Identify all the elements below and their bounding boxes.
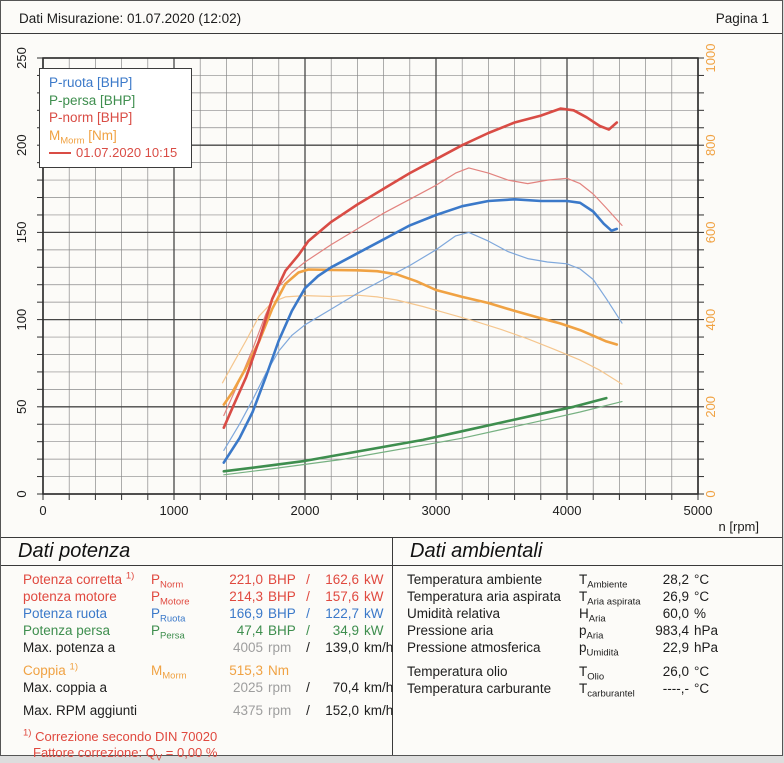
row-unit-1: Nm (268, 663, 289, 678)
row-symbol: $P_{Ruota}$ (151, 606, 186, 625)
row-value-1: 214,3 (229, 589, 263, 604)
power-data-section (1, 538, 394, 763)
row-unit-1: rpm (268, 703, 292, 718)
curve-P-ruota-run2 (224, 232, 622, 450)
svg-text:50: 50 (14, 399, 29, 415)
row-value: 22,9 (662, 640, 689, 655)
row-symbol: $T_{carburantel}$ (579, 681, 635, 700)
row-unit-1: rpm (268, 640, 292, 655)
row-unit-2: km/h (364, 640, 394, 655)
legend-entry: P-persa [BHP] (49, 92, 136, 108)
correction-footnote (1, 727, 392, 763)
svg-text:0: 0 (14, 490, 29, 498)
row-slash: / (306, 640, 310, 655)
row-unit: °C (694, 572, 710, 587)
legend-run-entry (49, 144, 187, 162)
row-value-2: 70,4 (332, 680, 359, 695)
row-unit-2: kW (364, 572, 384, 587)
row-value-2: 122,7 (325, 606, 359, 621)
row-value-2: 139,0 (325, 640, 359, 655)
row-value: 26,9 (662, 589, 689, 604)
row-value-2: 162,6 (325, 572, 359, 587)
measurement-title: Dati Misurazione: 01.07.2020 (12:02) (19, 10, 242, 26)
svg-text:4000: 4000 (552, 503, 582, 518)
row-unit-2: kW (364, 589, 384, 604)
legend-line-sample (49, 152, 71, 154)
svg-text:200: 200 (703, 395, 718, 418)
row-value-1: 166,9 (229, 606, 263, 621)
row-symbol: $p_{Umidità}$ (579, 640, 619, 659)
ambient-table-row (393, 664, 782, 681)
row-symbol: $P_{Motore}$ (151, 589, 190, 608)
row-unit-2: kW (364, 623, 384, 638)
ambient-table-row (393, 623, 782, 640)
svg-text:800: 800 (703, 134, 718, 157)
row-label: Potenza ruota (23, 606, 108, 621)
row-value-2: 152,0 (325, 703, 359, 718)
row-value: ----,- (662, 681, 689, 696)
svg-text:3000: 3000 (421, 503, 451, 518)
ambient-table-row (393, 589, 782, 606)
ambient-section-title: Dati ambientali (393, 538, 782, 566)
row-unit: hPa (694, 640, 719, 655)
power-table-row (1, 640, 392, 657)
legend-entry: $M_{Morm}$ [Nm] (49, 127, 117, 147)
svg-text:0: 0 (703, 490, 718, 498)
row-label: potenza motore (23, 589, 117, 604)
row-value-2: 157,6 (325, 589, 359, 604)
svg-text:1000: 1000 (703, 43, 718, 73)
row-unit: °C (694, 664, 710, 679)
row-unit: % (694, 606, 707, 621)
row-label: Max. RPM aggiunti (23, 703, 138, 718)
row-label: Temperatura aria aspirata (407, 589, 561, 604)
curve-P-norm-run2 (224, 168, 622, 416)
row-unit-1: BHP (268, 623, 296, 638)
row-unit-1: rpm (268, 680, 292, 695)
row-slash: / (306, 623, 310, 638)
data-tables (1, 537, 782, 763)
row-label: Temperatura ambiente (407, 572, 543, 587)
ambient-table (393, 566, 782, 698)
row-symbol: $T_{Aria aspirata}$ (579, 589, 641, 608)
row-slash: / (306, 589, 310, 604)
row-unit: °C (694, 589, 710, 604)
power-table-row (1, 606, 392, 623)
svg-text:1000: 1000 (159, 503, 189, 518)
row-symbol: $H_{Aria}$ (579, 606, 606, 625)
row-slash: / (306, 703, 310, 718)
svg-text:250: 250 (14, 47, 29, 69)
row-label: Coppia $^{1)}$ (23, 661, 78, 678)
row-label: Potenza corretta $^{1)}$ (23, 570, 135, 587)
svg-text:0: 0 (39, 503, 47, 518)
row-value: 983,4 (655, 623, 689, 638)
row-value-1: 2025 (232, 680, 263, 695)
row-symbol: $P_{Norm}$ (151, 572, 184, 591)
row-unit: hPa (694, 623, 719, 638)
svg-text:n [rpm]: n [rpm] (718, 519, 759, 534)
row-value: 26,0 (662, 664, 689, 679)
ambient-table-row (393, 572, 782, 589)
footnote-line1: $^{1)}$ Correzione secondo DIN 70020 (23, 727, 218, 744)
footnote-line2: Fattore correzione: $Q_V = 0,00$ % (33, 744, 218, 763)
row-label: Max. coppia a (23, 680, 108, 695)
row-value-2: 34,9 (332, 623, 359, 638)
row-value-1: 4375 (232, 703, 263, 718)
row-unit-1: BHP (268, 572, 296, 587)
page-number: Pagina 1 (715, 10, 769, 26)
svg-text:150: 150 (14, 221, 29, 244)
curve-P-persa (224, 398, 607, 471)
row-label: Umidità relativa (407, 606, 501, 621)
power-table-row (1, 703, 392, 720)
row-label: Temperatura carburante (407, 681, 552, 696)
svg-text:5000: 5000 (683, 503, 713, 518)
row-value-1: 515,3 (229, 663, 263, 678)
curve-M-norm-run2 (223, 295, 623, 384)
row-unit-1: BHP (268, 589, 296, 604)
row-symbol: $p_{Aria}$ (579, 623, 604, 642)
row-symbol: $P_{Persa}$ (151, 623, 185, 642)
svg-text:400: 400 (703, 308, 718, 331)
curve-P-ruota (224, 199, 617, 462)
row-slash: / (306, 572, 310, 587)
row-value: 28,2 (662, 572, 689, 587)
ambient-table-row (393, 640, 782, 657)
ambient-data-section (393, 538, 782, 755)
row-label: Max. potenza a (23, 640, 116, 655)
svg-text:600: 600 (703, 221, 718, 244)
svg-text:100: 100 (14, 308, 29, 331)
power-section-title: Dati potenza (1, 538, 392, 566)
row-unit-2: kW (364, 606, 384, 621)
row-label: Pressione atmosferica (407, 640, 541, 655)
power-table-row (1, 663, 392, 680)
row-label: Pressione aria (407, 623, 494, 638)
chart-legend (39, 68, 192, 168)
row-slash: / (306, 606, 310, 621)
curve-P-norm (224, 109, 617, 428)
svg-text:2000: 2000 (290, 503, 320, 518)
row-symbol: $M_{Morm}$ (151, 663, 187, 682)
power-table-row (1, 623, 392, 640)
legend-run-date: 01.07.2020 10:15 (76, 145, 178, 160)
row-unit-1: BHP (268, 606, 296, 621)
row-symbol: $T_{Ambiente}$ (579, 572, 628, 591)
row-label: Temperatura olio (407, 664, 508, 679)
legend-entry: P-norm [BHP] (49, 110, 133, 125)
power-table-row (1, 589, 392, 606)
ambient-table-row (393, 606, 782, 623)
ambient-table-row (393, 681, 782, 698)
row-slash: / (306, 680, 310, 695)
row-value-1: 47,4 (236, 623, 263, 638)
row-unit: °C (694, 681, 710, 696)
row-unit-2: km/h (364, 680, 394, 695)
power-table-row (1, 680, 392, 697)
row-value-1: 221,0 (229, 572, 263, 587)
row-value: 60,0 (662, 606, 689, 621)
row-unit-2: km/h (364, 703, 394, 718)
row-symbol: $T_{Olio}$ (579, 664, 605, 683)
power-table (1, 566, 392, 720)
row-label: Potenza persa (23, 623, 111, 638)
power-table-row (1, 572, 392, 589)
row-value-1: 4005 (232, 640, 263, 655)
svg-text:200: 200 (14, 134, 29, 157)
legend-entry: P-ruota [BHP] (49, 75, 133, 90)
